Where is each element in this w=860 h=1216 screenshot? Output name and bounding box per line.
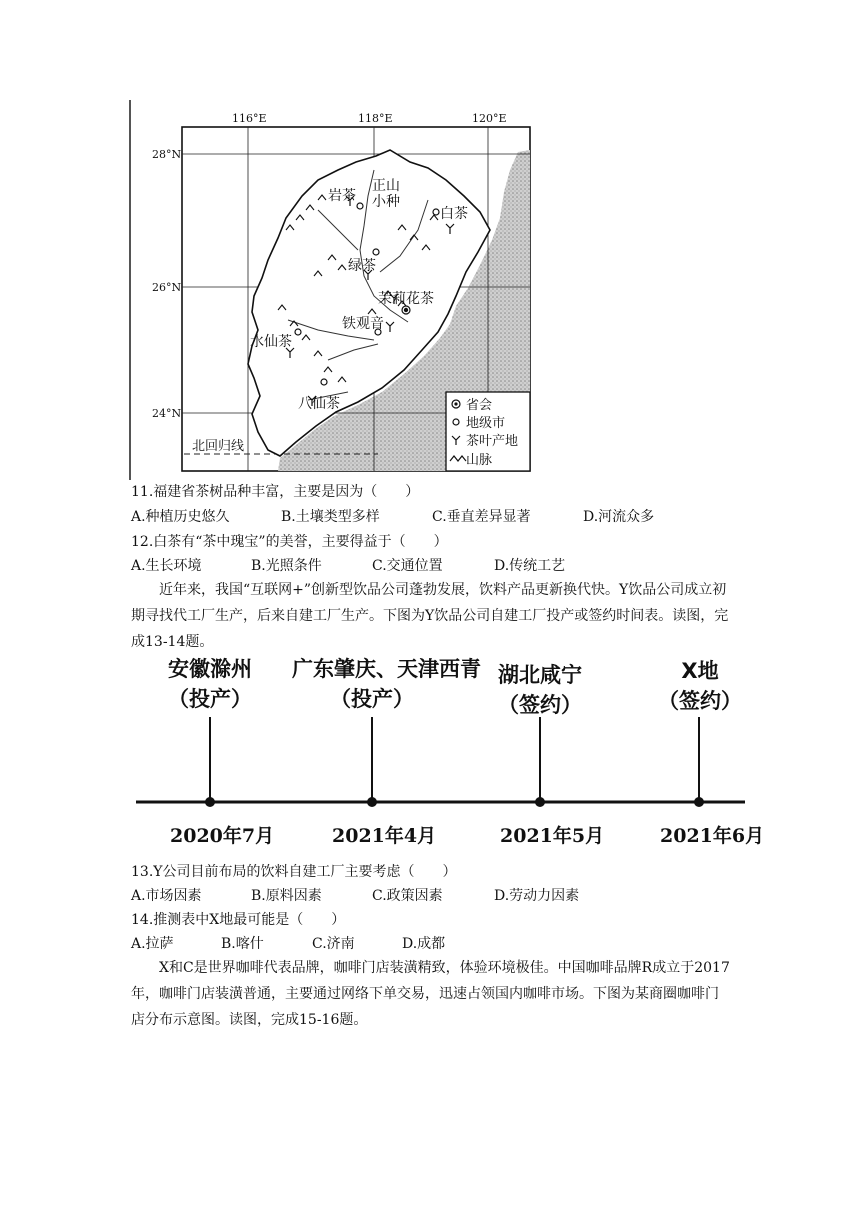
q14-option-c: C.济南 — [312, 936, 355, 952]
q11-option-a: A.种植历史悠久 — [131, 509, 230, 525]
q11-stem: 11.福建省茶树品种丰富，主要是因为（ ） — [131, 484, 420, 500]
tea-label-zhengshan: 正山 — [372, 178, 400, 194]
event-1-date: 2020年7月 — [170, 825, 275, 847]
q11-option-b: B.土壤类型多样 — [281, 509, 380, 525]
passage-13-14: 近年来，我国“互联网+”创新型饮品公司蓬勃发展，饮料产品更新换代快。Y饮品公司成立初期寻找代工厂生产，后来自建工厂生产。下图为Y饮品公司自建工厂投产或签约时间表。读图，完成13-14题。 — [131, 582, 729, 650]
map-legend — [446, 392, 530, 471]
fujian-tea-map — [128, 100, 538, 480]
q12-option-a: A.生长环境 — [131, 558, 202, 574]
event-1-status: （投产） — [168, 687, 252, 711]
q12-option-b: B.光照条件 — [251, 558, 322, 574]
q14-stem: 14.推测表中X地最可能是（ ） — [131, 912, 346, 928]
event-2-status: （投产） — [330, 687, 414, 711]
q14-option-a: A.拉萨 — [131, 936, 174, 952]
event-2-place: 广东肇庆、天津西青 — [292, 657, 481, 681]
tea-label-tieguanyin: 铁观音 — [342, 316, 384, 332]
event-1-place: 安徽滁州 — [168, 657, 252, 681]
q13-option-b: B.原料因素 — [251, 888, 322, 904]
legend-capital: 省会 — [466, 398, 493, 413]
q13-option-a: A.市场因素 — [131, 888, 202, 904]
event-3-date: 2021年5月 — [500, 825, 605, 847]
q14-option-b: B.喀什 — [221, 936, 264, 952]
q12-option-c: C.交通位置 — [372, 558, 443, 574]
q13-option-c: C.政策因素 — [372, 888, 443, 904]
q11-option-d: D.河流众多 — [583, 509, 655, 525]
tea-label-molihua: 茉莉花茶 — [378, 291, 434, 307]
q12-stem: 12.白茶有“茶中瑰宝”的美誉，主要得益于（ ） — [131, 534, 448, 550]
tropic-label: 北回归线 — [192, 439, 245, 454]
lat-label-28: 28°N — [152, 148, 182, 161]
lon-label-120: 120°E — [472, 112, 507, 125]
event-2-date: 2021年4月 — [332, 825, 437, 847]
lat-label-26: 26°N — [152, 281, 182, 294]
tea-label-baxian: 八仙茶 — [298, 396, 340, 412]
lat-label-24: 24°N — [152, 407, 182, 420]
tea-label-shuixian: 水仙茶 — [250, 334, 292, 350]
q14-option-d: D.成都 — [402, 936, 446, 952]
tea-label-yancha: 岩茶 — [328, 188, 356, 204]
event-4-place: X地 — [681, 659, 719, 683]
lon-label-116: 116°E — [232, 112, 267, 125]
event-3-place: 湖北咸宁 — [498, 663, 582, 687]
factory-timeline — [0, 645, 860, 855]
lon-label-118: 118°E — [358, 112, 393, 125]
q11-option-c: C.垂直差异显著 — [432, 509, 531, 525]
event-4-date: 2021年6月 — [660, 825, 765, 847]
legend-mountain: 山脉 — [466, 453, 493, 468]
tea-label-lucha: 绿茶 — [348, 258, 376, 274]
q13-stem: 13.Y公司目前布局的饮料自建工厂主要考虑（ ） — [131, 864, 457, 880]
q13-option-d: D.劳动力因素 — [494, 888, 580, 904]
tea-label-baicha: 白茶 — [440, 206, 468, 222]
event-4-status: （签约） — [658, 689, 742, 713]
tea-label-xiaozhong: 小种 — [372, 194, 400, 210]
legend-city: 地级市 — [466, 416, 506, 431]
legend-tea: 茶叶产地 — [466, 434, 519, 449]
event-3-status: （签约） — [498, 693, 582, 717]
passage-15-16: X和C是世界咖啡代表品牌，咖啡门店装潢精致，体验环境极佳。中国咖啡品牌R成立于2017年，咖啡门店装潢普通，主要通过网络下单交易，迅速占领国内咖啡市场。下图为某商圈咖啡门店分布示意图。读图，完成15-16题。 — [131, 960, 730, 1028]
q12-option-d: D.传统工艺 — [494, 558, 566, 574]
